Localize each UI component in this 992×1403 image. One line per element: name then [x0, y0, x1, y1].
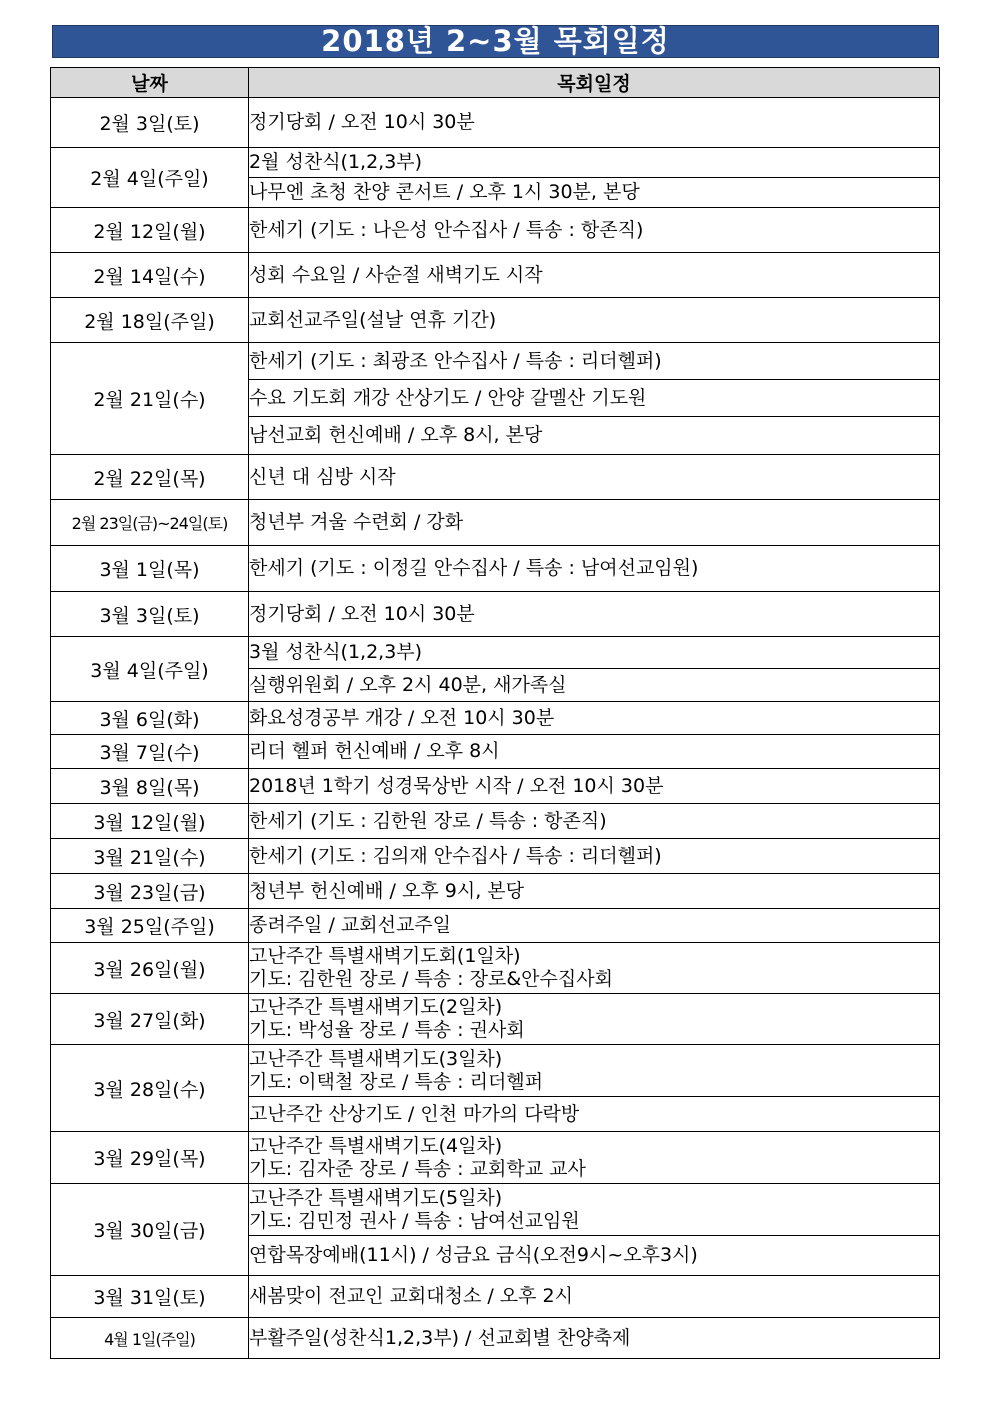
date-cell: 2월 4일(주일) — [51, 148, 249, 208]
event-cell — [249, 702, 940, 735]
date-cell: 3월 6일(화) — [51, 702, 249, 735]
event-cell — [249, 943, 940, 994]
date-cell: 3월 3일(토) — [51, 592, 249, 637]
event-line: 남선교회 헌신예배 / 오후 8시, 본당 — [249, 424, 543, 446]
event-cell — [249, 298, 940, 343]
event-cell — [249, 592, 940, 637]
table-row — [51, 735, 940, 769]
event-line: 기도: 김한원 장로 / 특송 : 장로&안수집사회 — [249, 968, 613, 990]
event-line: 화요성경공부 개강 / 오전 10시 30분 — [249, 706, 555, 729]
event-cell — [249, 1132, 940, 1184]
date-cell: 3월 29일(목) — [51, 1132, 249, 1184]
event-line: 고난주간 특별새벽기도(5일차) — [249, 1186, 503, 1209]
table-row — [51, 148, 940, 178]
event-line: 고난주간 특별새벽기도(2일차) — [249, 996, 503, 1018]
event-line: 종려주일 / 교회선교주일 — [249, 914, 452, 936]
date-cell: 3월 4일(주일) — [51, 637, 249, 702]
date-cell: 2월 14일(수) — [51, 253, 249, 298]
event-line: 부활주일(성찬식1,2,3부) / 선교회별 찬양축제 — [249, 1326, 631, 1349]
event-line: 고난주간 산상기도 / 인천 마가의 다락방 — [249, 1102, 580, 1125]
table-row — [51, 804, 940, 839]
event-cell — [249, 1236, 940, 1276]
event-line: 2월 성찬식(1,2,3부) — [249, 151, 423, 173]
event-line: 연합목장예배(11시) / 성금요 금식(오전9시~오후3시) — [249, 1244, 698, 1266]
event-cell — [249, 1097, 940, 1132]
page-title: 2018년 2~3월 목회일정 — [52, 25, 939, 58]
date-cell: 3월 7일(수) — [51, 735, 249, 769]
event-line: 기도: 김민정 권사 / 특송 : 남여선교임원 — [249, 1209, 580, 1232]
table-row — [51, 1184, 940, 1236]
table-row — [51, 208, 940, 253]
event-line: 고난주간 특별새벽기도(3일차) — [249, 1047, 503, 1070]
date-cell: 3월 12일(월) — [51, 804, 249, 839]
table-row — [51, 702, 940, 735]
table-row — [51, 1318, 940, 1359]
date-cell: 3월 31일(토) — [51, 1276, 249, 1318]
event-cell — [249, 1276, 940, 1318]
event-line: 기도: 김자준 장로 / 특송 : 교회학교 교사 — [249, 1157, 586, 1180]
event-cell — [249, 1184, 940, 1236]
date-cell: 3월 28일(수) — [51, 1045, 249, 1132]
event-line: 한세기 (기도 : 김한원 장로 / 특송 : 항존직) — [249, 809, 607, 832]
table-row — [51, 343, 940, 380]
event-cell — [249, 1318, 940, 1359]
date-cell: 2월 12일(월) — [51, 208, 249, 253]
table-row — [51, 455, 940, 500]
date-cell: 2월 3일(토) — [51, 98, 249, 148]
event-line: 3월 성찬식(1,2,3부) — [249, 641, 423, 663]
date-cell: 3월 21일(수) — [51, 839, 249, 874]
event-line: 한세기 (기도 : 김의재 안수집사 / 특송 : 리더헬퍼) — [249, 844, 662, 867]
event-line: 리더 헬퍼 헌신예배 / 오후 8시 — [249, 740, 500, 762]
event-line: 정기당회 / 오전 10시 30분 — [249, 111, 475, 133]
event-line: 교회선교주일(설날 연휴 기간) — [249, 308, 497, 331]
event-line: 성회 수요일 / 사순절 새벽기도 시작 — [249, 263, 543, 286]
event-line: 한세기 (기도 : 이정길 안수집사 / 특송 : 남여선교임원) — [249, 557, 699, 579]
date-cell: 3월 30일(금) — [51, 1184, 249, 1276]
event-cell — [249, 148, 940, 178]
event-line: 실행위원회 / 오후 2시 40분, 새가족실 — [249, 673, 567, 696]
date-cell: 2월 18일(주일) — [51, 298, 249, 343]
event-cell — [249, 1045, 940, 1097]
event-cell — [249, 208, 940, 253]
event-cell — [249, 769, 940, 804]
event-cell — [249, 874, 940, 909]
event-cell — [249, 669, 940, 702]
date-cell: 3월 1일(목) — [51, 546, 249, 592]
table-row — [51, 994, 940, 1045]
event-cell — [249, 500, 940, 546]
table-row — [51, 1276, 940, 1318]
table-row — [51, 909, 940, 943]
event-line: 기도: 이택철 장로 / 특송 : 리더헬퍼 — [249, 1070, 544, 1093]
table-row — [51, 592, 940, 637]
event-line: 신년 대 심방 시작 — [249, 465, 396, 488]
event-cell — [249, 380, 940, 417]
date-cell: 3월 26일(월) — [51, 943, 249, 994]
date-cell: 3월 27일(화) — [51, 994, 249, 1045]
event-line: 고난주간 특별새벽기도회(1일차) — [249, 945, 521, 967]
event-line: 2018년 1학기 성경묵상반 시작 / 오전 10시 30분 — [249, 774, 664, 797]
event-line: 청년부 헌신예배 / 오후 9시, 본당 — [249, 879, 524, 902]
table-row — [51, 500, 940, 546]
date-cell: 2월 23일(금)~24일(토) — [51, 500, 249, 546]
date-column-header: 날짜 — [51, 68, 249, 98]
date-cell: 2월 22일(목) — [51, 455, 249, 500]
date-cell: 3월 25일(주일) — [51, 909, 249, 943]
event-line: 한세기 (기도 : 나은성 안수집사 / 특송 : 항존직) — [249, 218, 644, 241]
table-row — [51, 1045, 940, 1097]
date-cell: 3월 23일(금) — [51, 874, 249, 909]
event-column-header: 목회일정 — [249, 68, 940, 98]
table-row — [51, 98, 940, 148]
table-row — [51, 546, 940, 592]
event-line: 새봄맞이 전교인 교회대청소 / 오후 2시 — [249, 1285, 573, 1307]
table-row — [51, 298, 940, 343]
event-line: 고난주간 특별새벽기도(4일차) — [249, 1134, 503, 1157]
event-line: 한세기 (기도 : 최광조 안수집사 / 특송 : 리더헬퍼) — [249, 349, 662, 372]
table-row — [51, 874, 940, 909]
event-cell — [249, 637, 940, 669]
date-cell: 4월 1일(주일) — [51, 1318, 249, 1359]
event-cell — [249, 994, 940, 1045]
table-header-row — [51, 68, 940, 98]
event-cell — [249, 253, 940, 298]
event-cell — [249, 417, 940, 455]
event-line: 나무엔 초청 찬양 콘서트 / 오후 1시 30분, 본당 — [249, 181, 640, 203]
event-line: 수요 기도회 개강 산상기도 / 안양 갈멜산 기도원 — [249, 386, 647, 409]
event-cell — [249, 455, 940, 500]
table-row — [51, 1132, 940, 1184]
event-cell — [249, 804, 940, 839]
event-cell — [249, 839, 940, 874]
event-cell — [249, 735, 940, 769]
event-cell — [249, 98, 940, 148]
table-row — [51, 253, 940, 298]
event-line: 정기당회 / 오전 10시 30분 — [249, 602, 475, 625]
event-cell — [249, 343, 940, 380]
table-row — [51, 637, 940, 669]
table-row — [51, 769, 940, 804]
event-cell — [249, 546, 940, 592]
date-cell: 2월 21일(수) — [51, 343, 249, 455]
schedule-body — [51, 98, 940, 1359]
event-cell — [249, 178, 940, 208]
table-row — [51, 943, 940, 994]
event-line: 청년부 겨울 수련회 / 강화 — [249, 511, 464, 533]
table-row — [51, 839, 940, 874]
schedule-table — [50, 67, 940, 1359]
date-cell: 3월 8일(목) — [51, 769, 249, 804]
event-cell — [249, 909, 940, 943]
event-line: 기도: 박성율 장로 / 특송 : 권사회 — [249, 1019, 525, 1041]
